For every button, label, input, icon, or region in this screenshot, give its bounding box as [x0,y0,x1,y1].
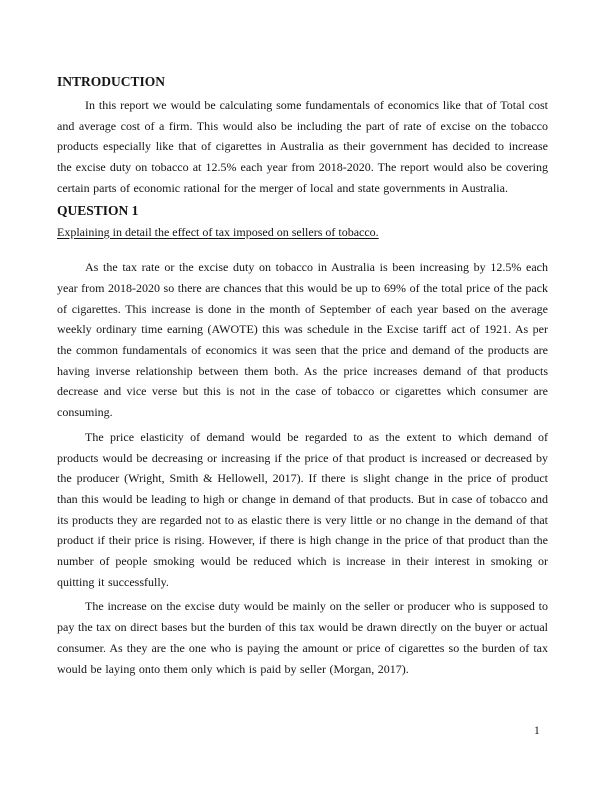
question-1-paragraph-3: The increase on the excise duty would be mainly on the seller or producer who is supposed to pay the tax on direct bases but the burden of this tax would be drawn directly on the buyer or actual consumer. As they are the one who is paying the amount or price of cigarettes so the burden of tax would be laying onto them only which is paid by seller (Morgan, 2017). [57,599,548,676]
introduction-paragraph: In this report we would be calculating some fundamentals of economics like that of Total cost and average cost of a firm. This would also be including the part of rate of excise on the tobacco products especially like that of cigarettes in Australia as their government has decided to increase the excise duty on tobacco at 12.5% each year from 2018-2020. The report would also be covering certain parts of economic rational for the merger of local and state governments in Australia. [57,98,548,195]
question-1-paragraph-1: As the tax rate or the excise duty on tobacco in Australia is been increasing by 12.5% each year from 2018-2020 so there are chances that this would be up to 69% of the total price of the pack of cigarettes. This increase is done in the month of September of each year based on the average weekly ordinary time earning (AWOTE) this was schedule in the Excise tariff act of 1921. As per the common fundamentals of economics it was seen that the price and demand of the products are having inverse relationship between them both. As the price increases demand of that products decrease and vice verse but this is not in the case of tobacco or cigarettes which consumer are consuming. [57,260,548,420]
question-1-paragraph-2: The price elasticity of demand would be regarded to as the extent to which demand of products would be decreasing or increasing if the price of that product is increased or decreased by the producer (Wright, Smith & Hellowell, 2017). If there is slight change in the price of product than this would be leading to high or change in demand of that products. But in case of tobacco and its products they are regarded not to as elastic there is very little or no change in the demand of that product if their price is rising. However, if there is high change in the price of that product than the number of people smoking would be reduced which is increase in their interest in smoking or quitting it successfully. [57,429,548,589]
introduction-heading: INTRODUCTION [57,74,166,89]
question-1-subheading: Explaining in detail the effect of tax imposed on sellers of tobacco. [57,224,379,239]
page-number: 1 [534,725,540,737]
question-1-heading: QUESTION 1 [57,202,139,218]
